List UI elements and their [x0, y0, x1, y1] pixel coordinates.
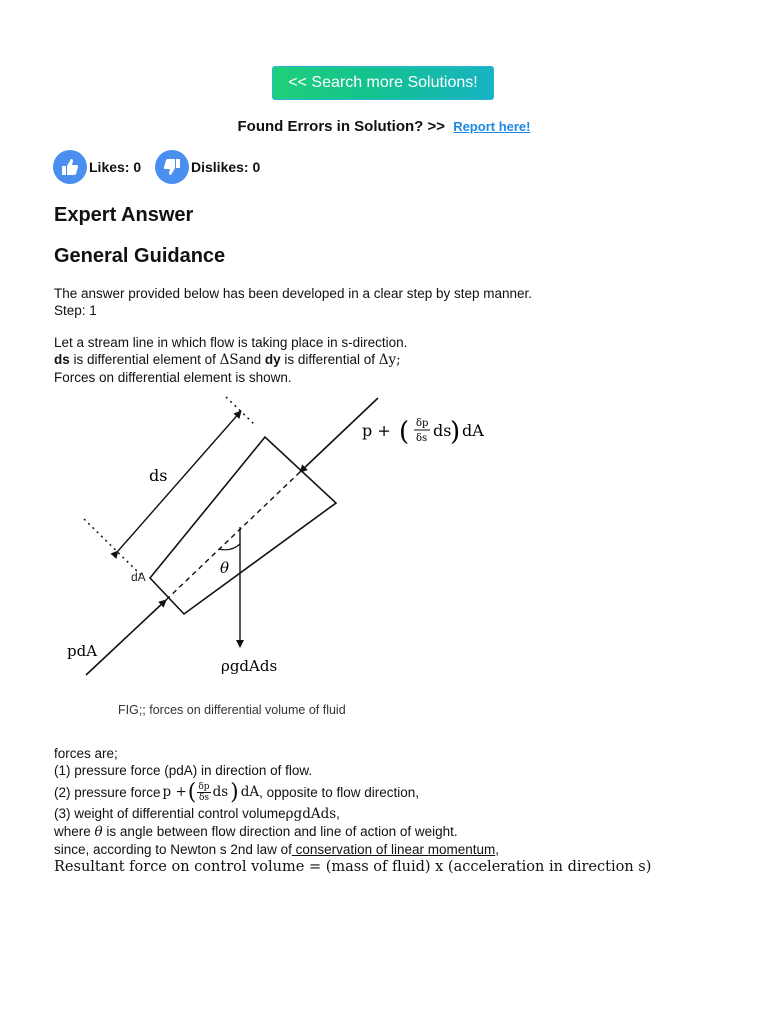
stream-paragraph: [54, 334, 407, 386]
forces-l5-theta: θ: [94, 824, 103, 840]
delta-s-term: ΔS: [219, 352, 239, 368]
general-guidance-heading: General Guidance: [54, 245, 226, 267]
forces-l3-p: p +: [162, 783, 187, 800]
forces-line-3-b: , opposite to flow direction,: [259, 784, 419, 800]
thumbs-up-icon: [53, 150, 87, 184]
found-errors-text: Found Errors in Solution? >>: [237, 118, 446, 135]
forces-l4-math: ρgdAds: [285, 806, 337, 822]
forces-line-3-a: (2) pressure force: [54, 784, 161, 800]
stream-text-b: is differential of: [280, 352, 379, 367]
figure-caption: FIG;; forces on differential volume of fluid: [118, 703, 346, 717]
forces-l3-dA: dA: [240, 783, 260, 800]
dislike-button[interactable]: [155, 150, 260, 184]
forces-line-3: [54, 779, 651, 805]
forces-line-1: forces are;: [54, 746, 118, 761]
forces-l3-ds: ds: [212, 783, 229, 800]
intro-paragraph: [54, 285, 532, 319]
delta-y-term: Δy;: [378, 352, 401, 368]
intro-line-2: Step: 1: [54, 303, 97, 318]
top-pressure-label: [362, 417, 484, 447]
forces-line-6-b: ,: [495, 842, 499, 857]
like-button[interactable]: [53, 150, 141, 184]
intro-line-1: The answer provided below has been developed in a clear step by step manner.: [54, 286, 533, 301]
streamline-lower: [86, 600, 166, 675]
top-close-paren: ): [450, 417, 461, 447]
forces-line-4-b: ,: [336, 806, 340, 821]
top-dA-text: dA: [462, 421, 484, 440]
forces-line-6: [54, 841, 651, 858]
forces-diagram: [0, 380, 768, 700]
dislikes-count: Dislikes: 0: [191, 159, 261, 175]
top-p-text: p +: [362, 421, 391, 440]
streamline-center-dashed: [166, 472, 300, 600]
forces-line-7: Resultant force on control volume = (mass of fluid) x (acceleration in direction s): [54, 859, 652, 875]
pdA-label: pdA: [67, 642, 98, 660]
forces-line-5: [54, 823, 651, 841]
dy-term: dy: [264, 352, 281, 367]
forces-line-2: (1) pressure force (pdA) in direction of flow.: [54, 763, 313, 778]
ds-term: ds: [54, 352, 70, 367]
top-frac-num: δp: [416, 418, 429, 429]
search-more-solutions-button[interactable]: << Search more Solutions!: [272, 66, 494, 100]
forces-line-4: [54, 805, 651, 823]
report-here-link[interactable]: Report here!: [453, 119, 531, 134]
forces-line-5-b: is angle between flow direction and line of action of weight.: [102, 824, 458, 839]
found-errors-line: [0, 118, 768, 135]
top-frac-den: δs: [416, 433, 428, 444]
top-ds-text: ds: [433, 421, 452, 440]
forces-l3-den: δs: [198, 792, 209, 803]
forces-l3-fraction: [197, 782, 210, 803]
likes-count: Likes: 0: [89, 159, 142, 175]
forces-line-4-a: (3) weight of differential control volume: [54, 806, 286, 821]
extension-line-bottom: [84, 519, 142, 576]
top-open-paren: (: [399, 417, 410, 447]
forces-l3-open-paren: (: [187, 779, 197, 805]
forces-l3-close-paren: ): [230, 779, 239, 805]
stream-text-a: is differential element of: [69, 352, 220, 367]
stream-line-1: Let a stream line in which flow is taking place in s-direction.: [54, 335, 408, 350]
conservation-link-text: conservation of linear momentum: [291, 842, 496, 857]
expert-answer-heading: Expert Answer: [54, 204, 194, 226]
thumbs-down-icon: [155, 150, 189, 184]
forces-paragraph: [54, 745, 651, 876]
forces-l3-num: δp: [198, 781, 210, 792]
weight-label: ρgdAds: [221, 657, 278, 675]
stream-line-2: [54, 351, 407, 369]
forces-line-6-a: since, according to Newton s 2nd law of: [54, 842, 292, 857]
dA-label: dA: [131, 570, 146, 584]
stream-and: and: [238, 352, 265, 367]
stream-line-3: Forces on differential element is shown.: [54, 370, 292, 385]
ds-label: ds: [149, 466, 168, 485]
forces-line-5-a: where: [54, 824, 95, 839]
ds-dimension-line: [118, 411, 241, 551]
theta-label: θ: [220, 559, 230, 577]
